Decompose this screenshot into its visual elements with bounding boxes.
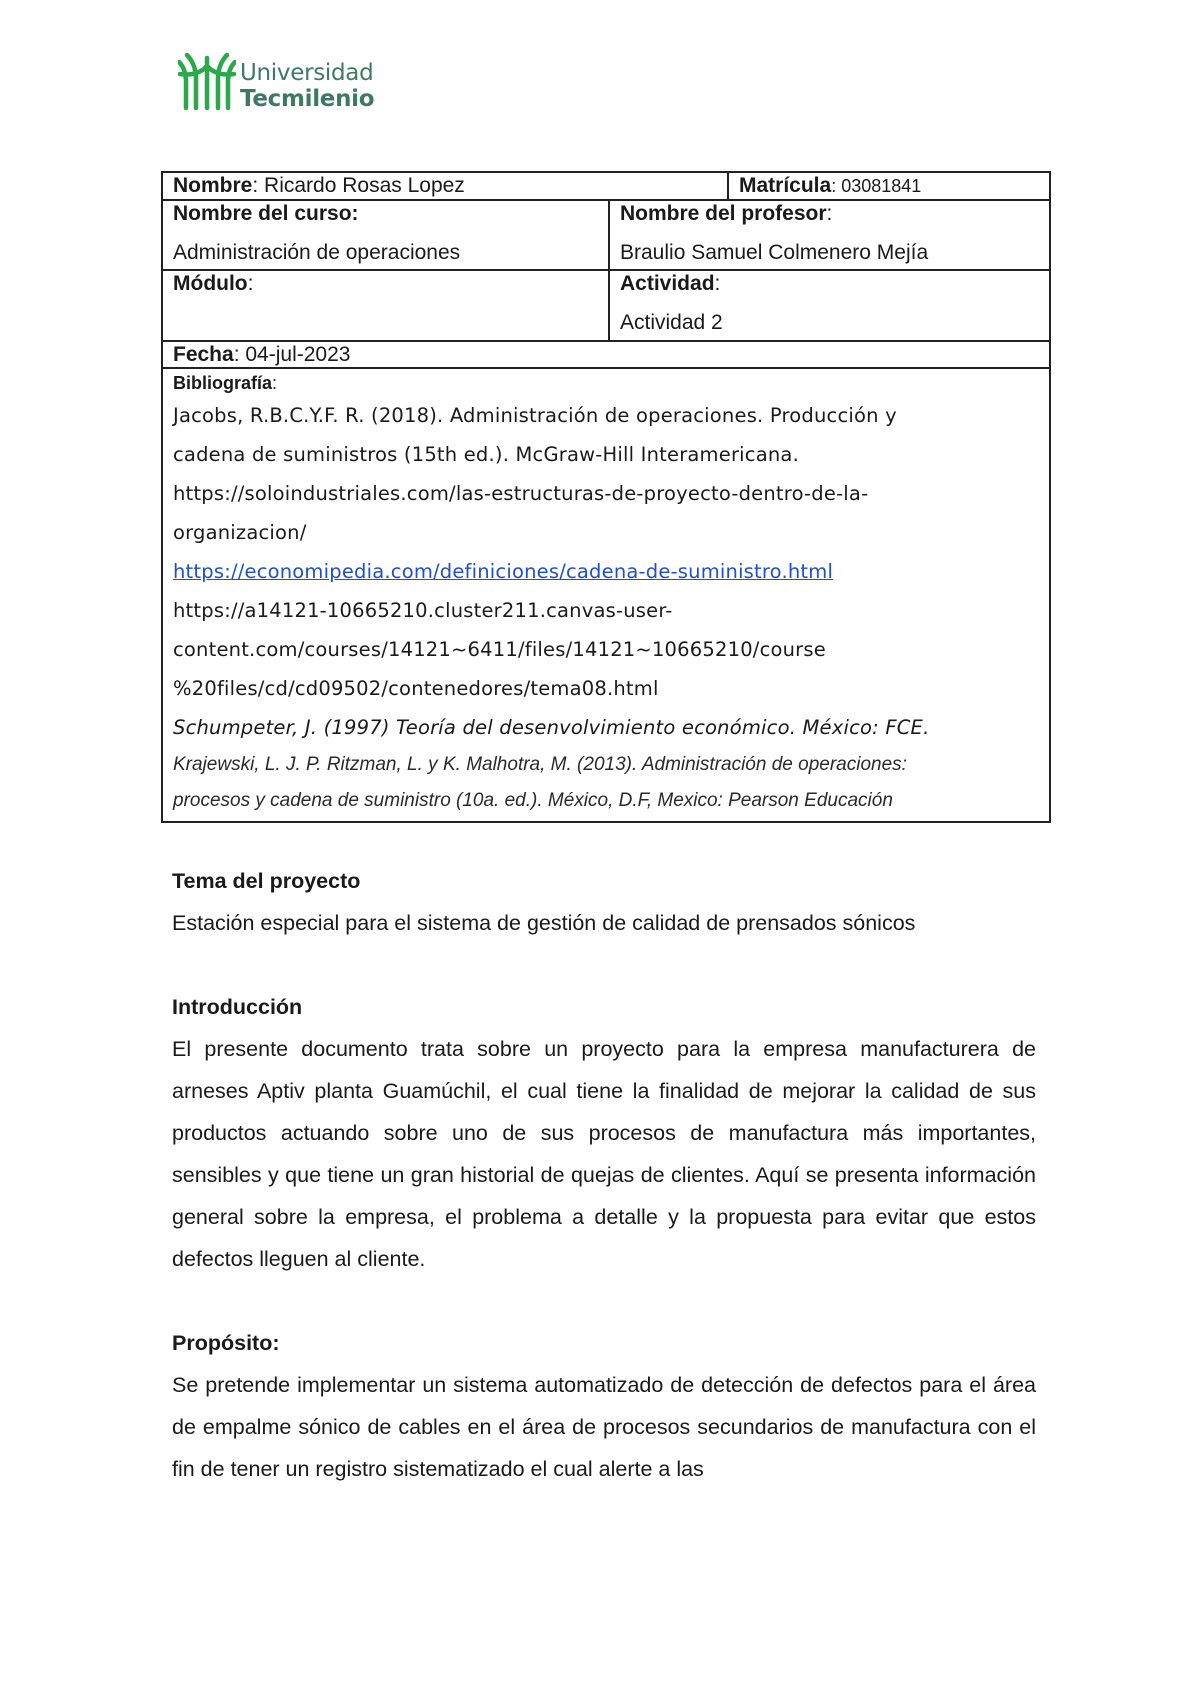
fecha-label: Fecha: [173, 343, 234, 366]
modulo-colon: :: [247, 272, 254, 295]
curso-cell: [162, 200, 609, 270]
matricula-cell: [728, 172, 1050, 200]
bibliography-small: [173, 747, 1039, 819]
profesor-cell: [609, 200, 1050, 270]
bib-line: content.com/courses/14121~6411/files/14121~10665210/course: [173, 638, 826, 661]
bib-line: https://soloindustriales.com/las-estructuras-de-proyecto-dentro-de-la-: [173, 482, 869, 505]
bib-line: organizacion/: [173, 521, 307, 544]
actividad-label: Actividad: [620, 272, 715, 295]
bib-line-italic: Schumpeter, J. (1997) Teoría del desenvolvimiento económico. México: FCE.: [173, 716, 930, 739]
proposito-section: [172, 1322, 1036, 1490]
profesor-label: Nombre del profesor: [620, 202, 827, 225]
tema-text: Estación especial para el sistema de gestión de calidad de prensados sónicos: [172, 911, 916, 935]
actividad-cell: [609, 270, 1050, 341]
bib-line: Krajewski, L. J. P. Ritzman, L. y K. Malhotra, M. (2013). Administración de operaciones:: [173, 754, 907, 775]
table-row: [162, 172, 1050, 200]
tema-section: [172, 860, 1036, 944]
bibliografia-label: Bibliografía: [173, 373, 273, 393]
actividad-colon: :: [714, 272, 721, 295]
bibliografia-colon: :: [272, 373, 278, 393]
intro-text: El presente documento trata sobre un proyecto para la empresa manufacturera de arneses Aptiv planta Guamúchil, el cual tiene la finalidad de mejorar la calidad de sus productos actuando sobre uno de sus procesos de manufactura más importantes, sensibles y que tiene un gran historial de quejas de clientes. Aquí se presenta información general sobre la empresa, el problema a detalle y la propuesta para evitar que estos defectos lleguen al cliente.: [172, 1037, 1036, 1271]
table-row: [162, 270, 1050, 341]
tema-heading: Tema del proyecto: [172, 869, 361, 893]
logo-text-tecmilenio: Tecmilenio: [240, 86, 375, 112]
tecmilenio-leaf-icon: [178, 52, 236, 110]
bib-line: https://a14121-10665210.cluster211.canvas-user-: [173, 599, 673, 622]
intro-section: [172, 986, 1036, 1280]
nombre-label: Nombre: [173, 174, 253, 197]
table-row: [162, 200, 1050, 270]
nombre-value: : Ricardo Rosas Lopez: [252, 174, 465, 197]
bib-line: cadena de suministros (15th ed.). McGraw-Hill Interamericana.: [173, 443, 799, 466]
fecha-cell: [162, 341, 1050, 368]
student-info-table: [161, 171, 1051, 823]
modulo-cell: [162, 270, 609, 341]
matricula-value: : 03081841: [831, 176, 922, 196]
bibliografia-cell: [162, 368, 1050, 822]
profesor-value: Braulio Samuel Colmenero Mejía: [620, 241, 929, 264]
economipedia-link[interactable]: https://economipedia.com/definiciones/cadena-de-suministro.html: [173, 560, 834, 583]
proposito-heading: Propósito:: [172, 1331, 280, 1355]
bib-line: Jacobs, R.B.C.Y.F. R. (2018). Administración de operaciones. Producción y: [173, 404, 897, 427]
profesor-colon: :: [826, 202, 833, 225]
bib-line: procesos y cadena de suministro (10a. ed.). México, D.F, Mexico: Pearson Educación: [173, 790, 893, 811]
bib-line: %20files/cd/cd09502/contenedores/tema08.html: [173, 677, 659, 700]
intro-heading: Introducción: [172, 995, 303, 1019]
nombre-cell: [162, 172, 728, 200]
modulo-label: Módulo: [173, 272, 248, 295]
actividad-value: Actividad 2: [620, 311, 723, 334]
proposito-text: Se pretende implementar un sistema automatizado de detección de defectos para el área de empalme sónico de cables en el área de procesos secundarios de manufactura con el fin de tener un registro sistematizado el cual alerte a las: [172, 1373, 1036, 1481]
table-row: [162, 368, 1050, 822]
university-logo: [178, 52, 398, 116]
logo-text-universidad: Universidad: [240, 60, 374, 86]
curso-value: Administración de operaciones: [173, 241, 461, 264]
bibliography-list: [173, 396, 1039, 747]
table-row: [162, 341, 1050, 368]
fecha-value: : 04-jul-2023: [233, 343, 351, 366]
matricula-label: Matrícula: [739, 174, 832, 197]
curso-label: Nombre del curso:: [173, 202, 359, 225]
